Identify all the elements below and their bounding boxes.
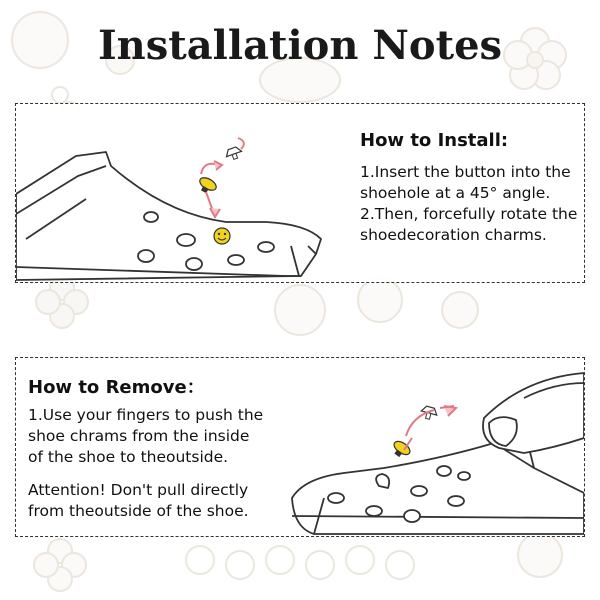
charm-icon [214,228,230,244]
page-title: Installation Notes [97,22,503,69]
install-step-1: 1.Insert the button into the shoehole at a 45° angle. [360,163,571,202]
remove-panel [15,357,585,537]
remove-steps [28,405,268,522]
install-step-2: 2.Then, forcefully rotate the shoedecoration charms. [360,205,578,244]
remove-heading: How to Remove： [28,377,205,398]
install-panel [15,103,585,283]
install-heading: How to Install: [360,130,509,151]
shoe-remove-illustration [284,358,584,536]
install-steps [360,162,582,246]
remove-attention-note: Attention! Don't pull directly from theoutside of the shoe. [28,481,249,520]
remove-step-1: 1.Use your fingers to push the shoe chrams from the inside of the shoe to theoutside. [28,406,264,466]
shoe-install-illustration [16,104,346,282]
